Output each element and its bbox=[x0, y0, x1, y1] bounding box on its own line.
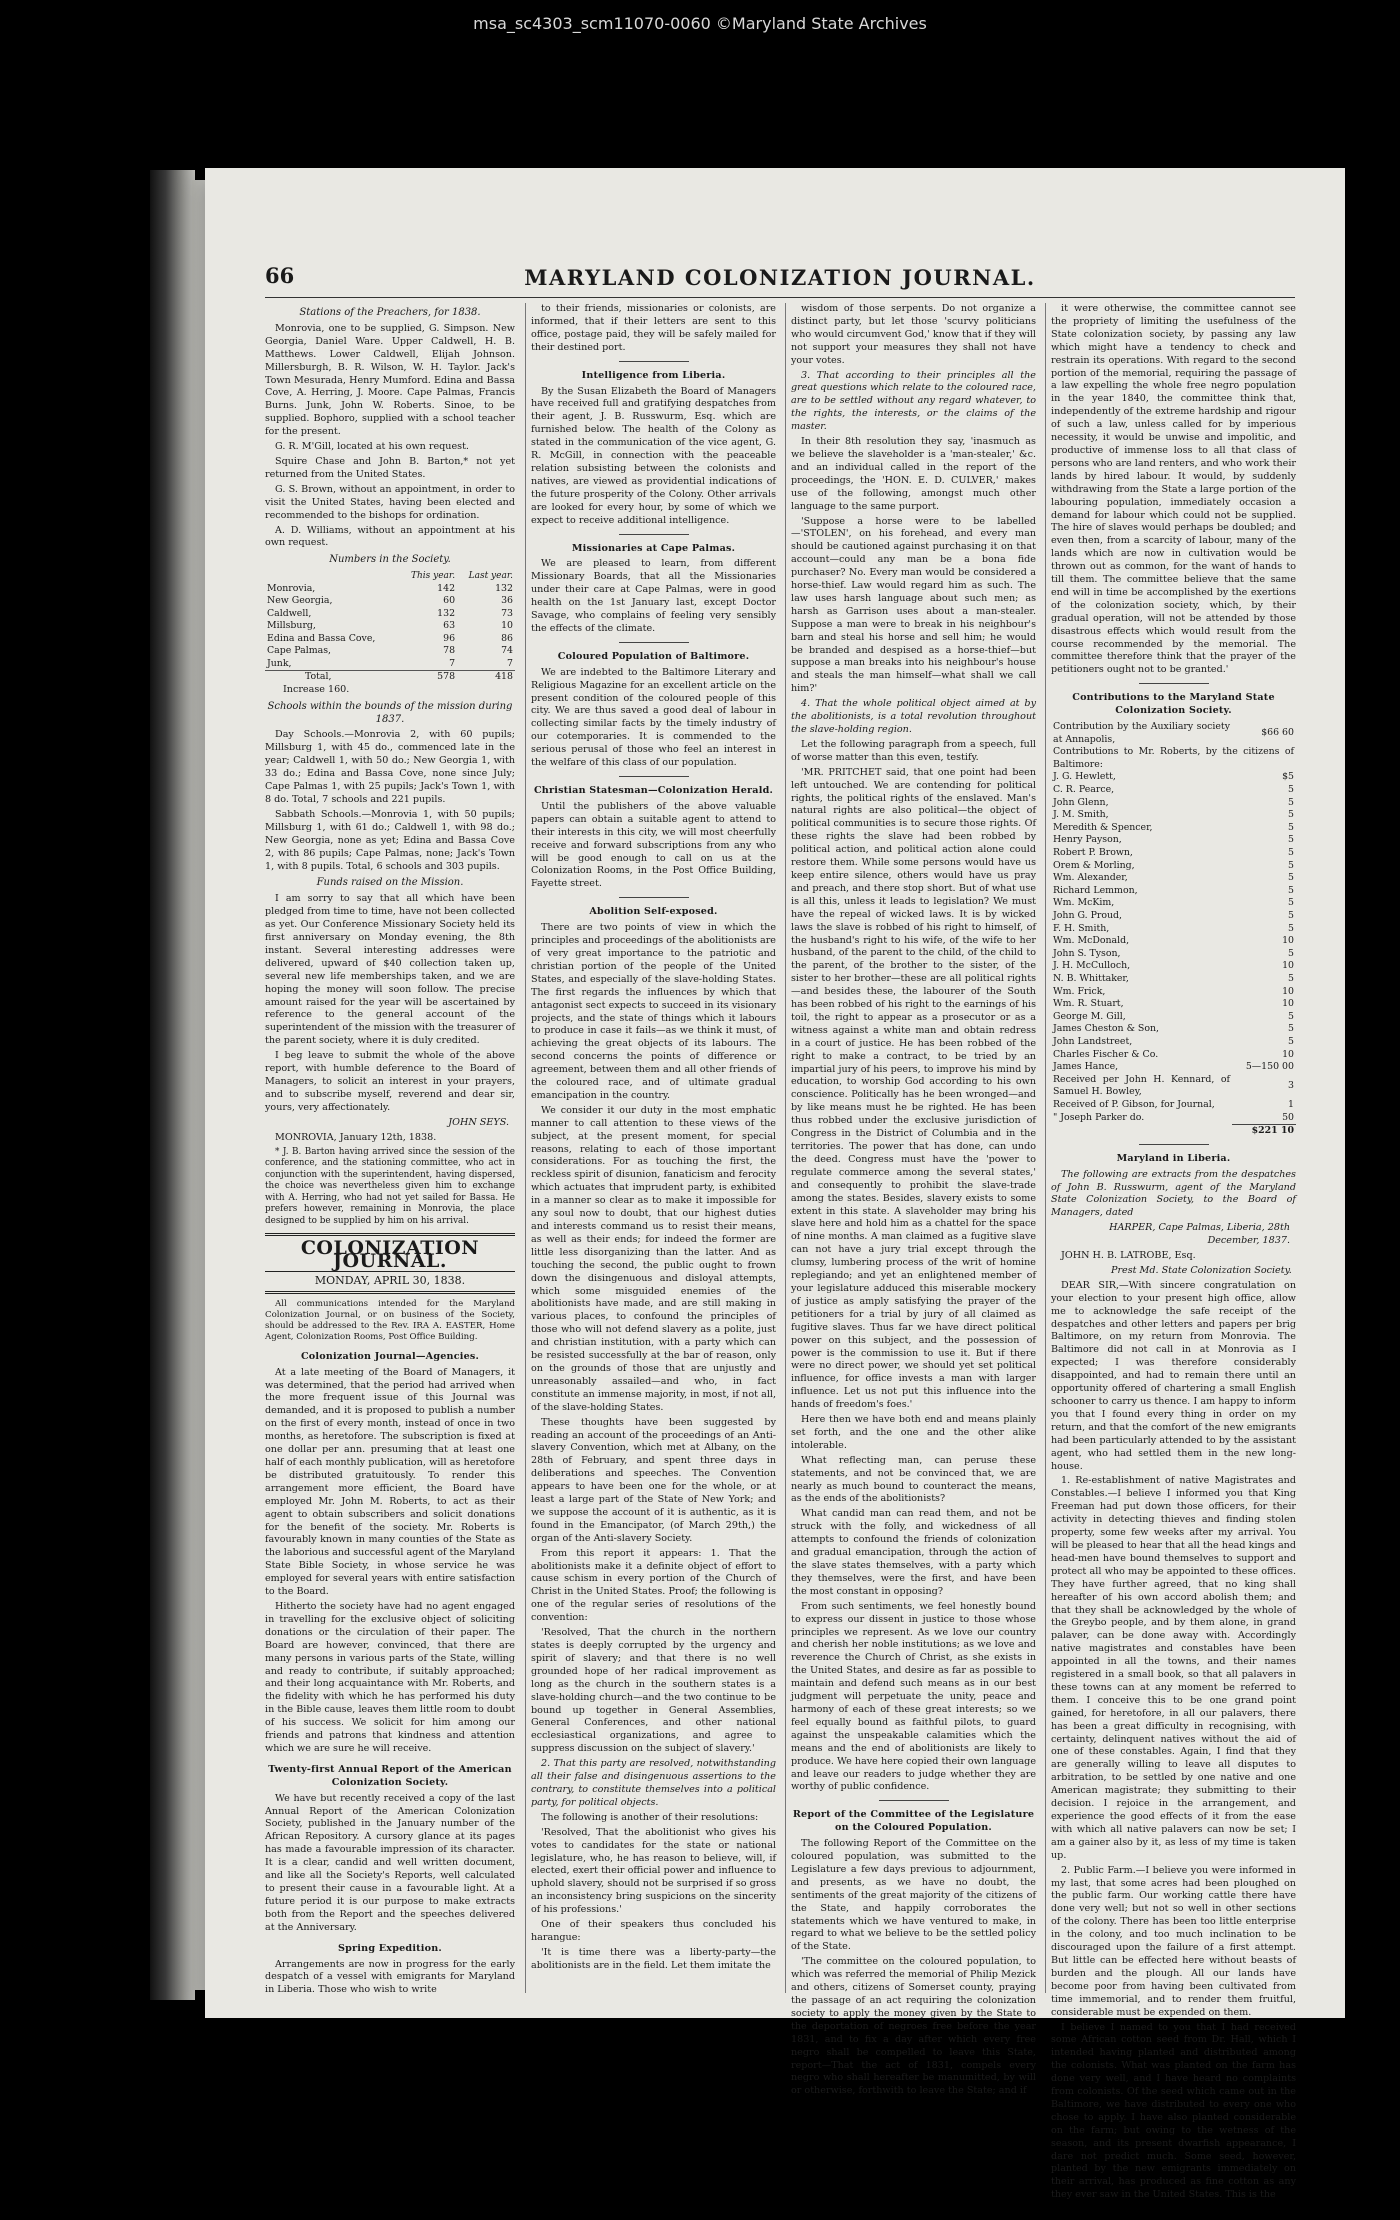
paragraph: I believe I named to you that I had received some African cotton seed from Dr. Hall, which I intended having planted and distributed among the colonists. What was planted on the farm has done very well, and I have heard no complaints from colonists. Of the seed which came out in the Baltimore, we have distributed to every one who chose to apply. I have also planted considerable on the farm; but owing to the wetness of the season, and its present dwarfish appearance, I dare not predict much. Some seed, however, planted by the new emigrants immediately on their arrival, has produced as fine cotton as any they ever saw in the United States. This is the bbox=[1051, 2021, 1296, 2201]
paragraph: wisdom of those serpents. Do not organize a distinct party, but let those 'scurvy politicians who would circumvent God,' know that if they will not support your measures they shall not have your votes. bbox=[791, 303, 1036, 366]
table-cell: Henry Payson, bbox=[1053, 834, 1122, 846]
table-row bbox=[1051, 784, 1296, 797]
table-row bbox=[1051, 834, 1296, 847]
divider bbox=[619, 642, 689, 643]
table-cell: 10 bbox=[1282, 985, 1294, 997]
table-cell: $221 10 bbox=[1232, 1125, 1296, 1138]
table-cell: 5 bbox=[1288, 859, 1294, 871]
paragraph: Until the publishers of the above valuable papers can obtain a suitable agent to attend to their interests in this city, we will most cheerfully receive and forward subscriptions from any who will be good enough to call on us at the Colonization Rooms, in the Post Office Building, Fayette street. bbox=[531, 800, 776, 890]
table-cell: 5 bbox=[1288, 847, 1294, 859]
table-cell: 5 bbox=[1288, 821, 1294, 833]
column-header: Last year. bbox=[468, 571, 513, 582]
table-cell: Wm. R. Stuart, bbox=[1053, 998, 1124, 1010]
table-cell: Richard Lemmon, bbox=[1053, 884, 1138, 896]
legislature-heading: Report of the Committee of the Legislature on the Coloured Population. bbox=[792, 1809, 1035, 1834]
table-cell: 36 bbox=[501, 595, 513, 607]
paragraph: Monrovia, one to be supplied, G. Simpson. New Georgia, Daniel Ware. Upper Caldwell, H. B. Matthews. Lower Caldwell, Elijah Johnson. Millersburgh, B. R. Wilson, W. H. Taylor. Jack's Town Mesurada, Henry Mumford. Edina and Bassa Cove, A. Herring, J. Moore. Cape Palmas, Francis Burns. Junk, John W. Roberts. Sinoe, to be supplied. Bophoro, supplied with a school teacher for the present. bbox=[265, 322, 515, 438]
masthead-title: COLONIZATION JOURNAL. bbox=[265, 1233, 515, 1268]
paragraph: We have but recently received a copy of the last Annual Report of the American Colonization Society, published in the January number of the African Repository. A cursory glance at its pages has made a favourable impression of its character. It is a clear, candid and well written document, and like all the Society's Reports, well calculated to present their cause in a favourable light. At a future period it is our purpose to make extracts both from the Report and the speeches delivered at the Anniversary. bbox=[265, 1792, 515, 1933]
table-row bbox=[1051, 1049, 1296, 1062]
table-row bbox=[1051, 897, 1296, 910]
table-row bbox=[1051, 1061, 1296, 1074]
paragraph: 'Resolved, That the church in the northern states is deeply corrupted by the urgency and spirit of slavery; and that there is no well grounded hope of her radical improvement as long as the church in the southern states is a slave-holding church—and the two continue to be bound up together in General Assemblies, General Conferences, and other national ecclesiastical organizations, and agree to suppress discussion on the subject of slavery.' bbox=[531, 1627, 776, 1755]
table-row bbox=[1051, 910, 1296, 923]
book-spine bbox=[150, 170, 195, 2000]
paragraph: Day Schools.—Monrovia 2, with 60 pupils; Millsburg 1, with 45 do., commenced late in the year; Caldwell 1, with 50 do.; New Georgia 1, with 33 do.; Edina and Bassa Cove, none since July; Cape Palmas 1, with 25 pupils; Jack's Town 1, with 8 do. Total, 7 schools and 221 pupils. bbox=[265, 729, 515, 805]
table-cell: Edina and Bassa Cove, bbox=[267, 632, 376, 644]
increase-line: Increase 160. bbox=[283, 683, 350, 695]
table-cell: 10 bbox=[1282, 935, 1294, 947]
table-cell: J. G. Hewlett, bbox=[1053, 771, 1116, 783]
table-cell: 96 bbox=[443, 632, 456, 644]
table-cell: Meredith & Spencer, bbox=[1053, 821, 1153, 833]
missionaries-heading: Missionaries at Cape Palmas. bbox=[571, 542, 736, 554]
paragraph: 'MR. PRITCHET said, that one point had been left untouched. We are contending for political rights, the political rights of the enslaved. Man's natural rights are also political—the object of political communities is to secure those rights. Of these rights the slave had been robbed by political action, and political action alone could restore them. While some persons would have us keep entire silence, others would have us pray and preach, and there stop short. But of what use is all this, unless it leads to legislation? We must have the repeal of wicked laws. It is by wicked laws the slave is robbed of his right to himself, of the husband's right to his wife, of the wife to her husband, of the parent to the child, of the child to the parent, of the brother to the sister, of the sister to her brother—these are all political rights—and besides these, the labourer of the South has been robbed of his right to the earnings of his toil, the right to appear as a prosecutor or as a witness against a white man and obtain redress in a court of justice. He has been robbed of the right to make a contract, to be tried by an impartial jury of his peers, to improve his mind by education, to worship God according to his own conscience. Politically has he been wronged—and by like means must he be righted. He has been thus robbed under the exclusive jurisdiction of Congress in the District of Columbia and in the territories. The power that has done, can undo the deed. Congress must have the 'power to regulate commerce among the several states,' and consequently to prohibit the slave-trade among the states. Besides, slavery exists to some extent in this state. A slaveholder may bring his slave here and hold him as a chattel for the space of nine months. A man claimed as a fugitive slave can not have a jury trial except through the clumsy, lumbering process of the writ of homine replegiando; and yet an enlightened member of your legislature adduced this miserable mockery of justice as amply satisfying the prayer of the petitioners for a trial by jury of all claimed as fugitive slaves. Thus far we have direct political power on this subject, and the possession of power is the commission to use it. But if there were no direct power, we should yet set political influence, for office invests a man with larger influence. Let us not put this influence into the hands of freedom's foes.' bbox=[791, 766, 1036, 1411]
schools-heading: Schools within the bounds of the mission during 1837. bbox=[267, 700, 513, 725]
intel-heading: Intelligence from Liberia. bbox=[581, 369, 726, 381]
table-cell: N. B. Whittaker, bbox=[1053, 972, 1129, 984]
table-total-row bbox=[1051, 1125, 1296, 1138]
table-cell: George M. Gill, bbox=[1053, 1010, 1126, 1022]
table-cell: 74 bbox=[501, 645, 513, 657]
paragraph: What reflecting man, can peruse these statements, and not be convinced that, we are nearly as much bound to counteract the means, as the ends of the abolitionists? bbox=[791, 1454, 1036, 1505]
table-cell: 5 bbox=[1288, 1023, 1294, 1035]
table-row bbox=[265, 645, 515, 658]
paragraph: 2. That this party are resolved, notwithstanding all their false and disingenuous assertions to the contrary, to constitute themselves into a political party, for political objects. bbox=[531, 1758, 776, 1808]
table-row bbox=[1051, 1036, 1296, 1049]
herald-heading: Christian Statesman—Colonization Herald. bbox=[533, 785, 774, 796]
paragraph: G. R. M'Gill, located at his own request. bbox=[275, 441, 469, 453]
table-cell: New Georgia, bbox=[267, 595, 333, 607]
table-cell: Wm. Frick, bbox=[1053, 985, 1106, 997]
paragraph: to their friends, missionaries or colonists, are informed, that if their letters are sent to this office, postage paid, they will be safely mailed for their destined port. bbox=[531, 303, 776, 353]
paragraph: 2. Public Farm.—I believe you were informed in my last, that some acres had been ploughed on the public farm. Our working cattle there have done very well; but not so well in other sections of the colony. There has been too little enterprise in the colony, and too much inclination to be discouraged upon the failure of a first attempt. But little can be effected here without beasts of burden and the plough. All our lands have become poor from having been cultivated from time immemorial, and to render them fruitful, considerable must be expended on them. bbox=[1051, 1864, 1296, 2018]
table-cell: Millsburg, bbox=[267, 620, 316, 632]
table-row bbox=[1051, 1112, 1296, 1125]
table-cell: 10 bbox=[1282, 1048, 1294, 1060]
letter-dateline: HARPER, Cape Palmas, Liberia, 28th December, 1837. bbox=[1109, 1222, 1290, 1247]
report-heading: Twenty-first Annual Report of the American Colonization Society. bbox=[268, 1763, 512, 1788]
table-cell: 5 bbox=[1288, 884, 1294, 896]
table-cell: 86 bbox=[501, 632, 513, 644]
table-cell: " Joseph Parker do. bbox=[1053, 1111, 1145, 1123]
table-cell: Contribution by the Auxiliary society at Annapolis, bbox=[1053, 721, 1230, 745]
numbers-heading: Numbers in the Society. bbox=[329, 554, 451, 566]
paragraph: 'It is time there was a liberty-party—the abolitionists are in the field. Let them imitate the bbox=[531, 1946, 776, 1971]
table-row bbox=[1051, 860, 1296, 873]
table-cell: 5 bbox=[1288, 809, 1294, 821]
paragraph: 'The committee on the coloured population, to which was referred the memorial of Philip Mezick and others, citizens of Somerset county, praying the passage of an act requiring the colonization society to apply the money given by the State to the deportation of negroes free before the year 1831, and to fix a day after which every free negro shall be compelled to leave this State, report—That the act of 1831, compels every negro who shall hereafter be manumitted, by will or otherwise, forthwith to leave the State; and if bbox=[791, 1956, 1036, 2097]
letter-addressee-title: Prest Md. State Colonization Society. bbox=[1111, 1264, 1292, 1276]
page-header bbox=[265, 263, 1295, 298]
abolition-heading: Abolition Self-exposed. bbox=[589, 906, 718, 918]
contributions-table bbox=[1051, 721, 1296, 1138]
table-row bbox=[1051, 1099, 1296, 1112]
table-row bbox=[265, 658, 515, 671]
paragraph: 1. Re-establishment of native Magistrates and Constables.—I believe I informed you that King Freeman had put down those officers, for their activity in detecting thieves and finding stolen property, some few weeks after my arrival. You will be pleased to hear that all the head kings and head-men have bound themselves to support and protect all who may be appointed to these offices. They have further agreed, that no king shall hereafter of his own accord abolish them; and that they shall be acknowledged by the whole of the Greybo people, and by them alone, in grand palaver, can be done away with. Accordingly native magistrates and constables have been appointed in all the towns, and their names registered in a small book, so that all palavers in these towns can at any moment be referred to them. I conceive this to be one grand point gained, for heretofore, in all our palavers, there has been a great difficulty in recognising, with certainty, delinquent natives without the aid of one of these constables. Again, I find that they are generally willing to leave all disputes to arbitration, to be settled by one native and one American magistrate; they submitting to their decision. I rejoice in the arrangement, and experience the good effects of it from the ease with which all native palavers can now be set; I am a gainer also by it, as less of my time is taken up. bbox=[1051, 1475, 1296, 1861]
newspaper-page bbox=[205, 168, 1345, 2201]
divider bbox=[1139, 1144, 1209, 1145]
column-header: This year. bbox=[410, 571, 456, 582]
table-cell: 5 bbox=[1288, 947, 1294, 959]
paragraph: We are indebted to the Baltimore Literary and Religious Magazine for an excellent article on the present condition of the coloured people of this city. We are thus saved a good deal of labour in collecting similar facts by the timely industry of our cotemporaries. It is commended to the serious perusal of those who feel an interest in the welfare of this class of our population. bbox=[531, 666, 776, 769]
page-content bbox=[265, 263, 1296, 2201]
divider bbox=[619, 361, 689, 362]
table-cell: 5 bbox=[1288, 922, 1294, 934]
table-row bbox=[1051, 998, 1296, 1011]
table-row bbox=[265, 583, 515, 596]
paragraph: DEAR SIR,—With sincere congratulation on your election to your present high office, allow me to acknowledge the safe receipt of the despatches and other letters and papers per brig Baltimore, on my return from Monrovia. The Baltimore did not call in at Monrovia as I expected; I was therefore considerably disappointed, and had to remain there until an opportunity offered of chartering a small English schooner to carry us thence. I am happy to inform you that I found every thing in order on my return, and that the comfort of the new emigrants had been particularly attended to by the assistant agent, who had settled them in the new long-house. bbox=[1051, 1279, 1296, 1472]
table-cell: Caldwell, bbox=[267, 607, 312, 619]
agencies-heading: Colonization Journal—Agencies. bbox=[300, 1350, 480, 1362]
divider bbox=[879, 1800, 949, 1801]
table-cell: Robert P. Brown, bbox=[1053, 847, 1133, 859]
table-cell: 1 bbox=[1288, 1098, 1294, 1110]
table-cell: $66 60 bbox=[1261, 727, 1294, 739]
table-row bbox=[1051, 1074, 1296, 1099]
table-row bbox=[1051, 872, 1296, 885]
journal-title: MARYLAND COLONIZATION JOURNAL. bbox=[524, 265, 1036, 290]
table-cell: F. H. Smith, bbox=[1053, 922, 1110, 934]
table-cell: 5—150 00 bbox=[1245, 1061, 1294, 1073]
signature: JOHN SEYS. bbox=[448, 1116, 509, 1128]
table-cell: James Hance, bbox=[1053, 1061, 1119, 1073]
table-cell: 78 bbox=[443, 645, 456, 657]
table-cell: 5 bbox=[1288, 910, 1294, 921]
table-cell: 63 bbox=[443, 620, 456, 632]
paragraph: From this report it appears: 1. That the abolitionists make it a definite object of effort to cause schism in every portion of the Church of Christ in the United States. Proof; the following is one of the regular series of resolutions of the convention: bbox=[531, 1547, 776, 1624]
table-row bbox=[1051, 771, 1296, 784]
stations-heading: Stations of the Preachers, for 1838. bbox=[299, 307, 481, 318]
paragraph: We consider it our duty in the most emphatic manner to call attention to these views of the subject, at the present moment, for special reasons, relating to each of those important considerations. For as touching the first, the reckless spirit of disunion, fanaticism and ferocity which actuates that imprudent party, is exhibited in a manner so clear as to make it impossible for any soul now to doubt, that our highest duties and interests command us to resist their means, as well as their ends; for indeed the former are little less disorganizing than the latter. And as touching the second, the public ought to frown down the disingenuous and disloyal attempts, which some misguided enemies of the abolitionists have made, and are still making in various places, to confound the principles of those who will not defend slavery as a polite, just and christian institution, with a party which can be resisted successfully at the bar of reason, only on the grounds of those that are unjustly and unreasonably assailed—and who, in fact constitute an immense majority, in most, if not all, of the slave-holding States. bbox=[531, 1104, 776, 1413]
page-number: 66 bbox=[265, 263, 295, 288]
column-3 bbox=[785, 303, 1036, 2097]
table-cell: 418 bbox=[495, 671, 513, 683]
table-cell: 578 bbox=[437, 671, 456, 683]
table-row bbox=[1051, 822, 1296, 835]
table-row bbox=[265, 595, 515, 608]
masthead-dateline: MONDAY, APRIL 30, 1838. bbox=[265, 1271, 515, 1294]
table-row bbox=[1051, 948, 1296, 961]
table-cell: Contributions to Mr. Roberts, by the citizens of Baltimore: bbox=[1053, 746, 1294, 770]
table-row bbox=[1051, 1011, 1296, 1024]
table-cell: Wm. McDonald, bbox=[1053, 935, 1130, 947]
paragraph: From such sentiments, we feel honestly bound to express our dissent in justice to those whose principles we represent. As we love our country and cherish her noble institutions; as we love and reverence the Church of Christ, as she exists in the United States, and desire as far as possible to maintain and defend such means as in our best judgment will perpetuate the unity, peace and harmony of each of these great interests; so we feel equally bound as faithful pilots, to guard against the unspeakable calamities which the means and the end of abolitionists are likely to produce. We have here copied their own language and leave our readers to judge whether they are worthy of public confidence. bbox=[791, 1600, 1036, 1793]
paragraph: it were otherwise, the committee cannot see the propriety of limiting the usefulness of the State colonization society, by passing any law which might have a tendency to check and restrain its operations. With regard to the second portion of the memorial, requiring the passage of a law expelling the whole free negro population in the year 1840, the committee think that, independently of the extreme hardship and rigour of such a law, unless called for by imperious necessity, it would be unwise and impolitic, and productive of immense loss to all that class of persons who are land renters, and who work their lands by hired labour. It would, by suddenly withdrawing from the State a large portion of the labouring population, immediately occasion a demand for labour which could not be supplied. The hire of slaves would perhaps be doubled; and even then, from a scarcity of labour, many of the lands which are now in cultivation would be thrown out as common, for the want of hands to till them. The committee believe that the same end will in time be accomplished by the exertions of the colonization society, which, by their gradual operation, will not be attended by those disastrous effects which would result from the course recommended by the memorial. The committee therefore think that the prayer of the petitioners ought not to be granted.' bbox=[1051, 303, 1296, 676]
table-row bbox=[1051, 721, 1296, 746]
liberia-heading: Maryland in Liberia. bbox=[1116, 1152, 1231, 1164]
paragraph: We are pleased to learn, from different Missionary Boards, that all the Missionaries under their care at Cape Palmas, were in good health on the 1st January last, except Doctor Savage, who complains of feeling very sensibly the effects of the climate. bbox=[531, 558, 776, 634]
paragraph: 'Resolved, That the abolitionist who gives his votes to candidates for the state or national legislature, who, he has reason to believe, will, if elected, exert their official power and influence to uphold slavery, should not be surprised if so gross an inconsistency bring suspicions on the sincerity of his professions.' bbox=[531, 1826, 776, 1916]
paragraph: Here then we have both end and means plainly set forth, and the one and the other alike intolerable. bbox=[791, 1414, 1036, 1451]
archive-watermark: msa_sc4303_scm11070-0060 ©Maryland State Archives bbox=[473, 14, 927, 33]
table-cell: 5 bbox=[1288, 1035, 1294, 1047]
table-row bbox=[1051, 973, 1296, 986]
table-row bbox=[1051, 986, 1296, 999]
paragraph: 4. That the whole political object aimed at by the abolitionists, is a total revolution throughout the slave-holding region. bbox=[791, 698, 1036, 735]
table-cell: 3 bbox=[1288, 1080, 1294, 1092]
table-cell: 10 bbox=[501, 620, 513, 632]
notice: All communications intended for the Maryland Colonization Journal, or on business of the Society, should be addressed to the Rev. IRA A. EASTER, Home Agent, Colonization Rooms, Post Office Building. bbox=[265, 1298, 515, 1342]
table-row bbox=[1051, 885, 1296, 898]
paragraph: In their 8th resolution they say, 'inasmuch as we believe the slaveholder is a 'man-stealer,' &c. and an individual called in the report of the proceedings, the 'HON. E. D. CULVER,' makes use of the following, amongst much other language to the same purport. bbox=[791, 436, 1036, 512]
table-cell: James Cheston & Son, bbox=[1053, 1023, 1159, 1035]
paragraph: Squire Chase and John B. Barton,* not yet returned from the United States. bbox=[265, 455, 515, 480]
paragraph: At a late meeting of the Board of Managers, it was determined, that the period had arrived when the more frequent issue of this Journal was demanded, and it is proposed to publish a number on the first of every month, instead of once in two months, as heretofore. The subscription is fixed at one dollar per ann. presuming that at least one half of each monthly publication, will as heretofore be distributed gratuitously. To render this arrangement more efficient, the Board have employed Mr. John M. Roberts, to act as their agent to obtain subscribers and solicit donations for the benefit of the society. Mr. Roberts is favourably known in many counties of the State as the laborious and successful agent of the Maryland State Bible Society, in whose service he was employed for several years with entire satisfaction to the Board. bbox=[265, 1366, 515, 1598]
footnote: * J. B. Barton having arrived since the session of the conference, and the stationing committee, who act in conjunction with the superintendent, having dispersed, the choice was nevertheless given him to exchange with A. Herring, who had not yet sailed for Bassa. He prefers however, remaining in Monrovia, the place designed to be supplied by him on his arrival. bbox=[265, 1146, 515, 1226]
paragraph: G. S. Brown, without an appointment, in order to visit the United States, having been elected and recommended to the bishops for ordination. bbox=[265, 483, 515, 521]
table-cell: John G. Proud, bbox=[1053, 910, 1123, 921]
divider bbox=[619, 897, 689, 898]
table-cell: 10 bbox=[1282, 998, 1294, 1010]
paragraph: A. D. Williams, without an appointment at his own request. bbox=[265, 524, 515, 549]
column-4 bbox=[1045, 303, 1296, 2201]
table-cell: Wm. McKim, bbox=[1053, 897, 1115, 909]
table-cell: 132 bbox=[495, 582, 513, 594]
table-cell: Received per John H. Kennard, of Samuel H. Bowley, bbox=[1053, 1073, 1230, 1098]
column-1 bbox=[265, 303, 515, 1996]
table-cell: John S. Tyson, bbox=[1053, 947, 1121, 959]
book-page-edge bbox=[192, 180, 206, 1990]
table-cell: 5 bbox=[1288, 796, 1294, 808]
paragraph: I beg leave to submit the whole of the above report, with humble deference to the Board of Managers, to solicit an interest in your prayers, and to subscribe myself, reverend and dear sir, yours, very affectionately. bbox=[265, 1050, 515, 1113]
paragraph: The following Report of the Committee on the coloured population, was submitted to the Legislature a few days previous to adjournment, and presents, as we have no doubt, the sentiments of the great majority of the citizens of the State, and happily corroborates the statements which we have ventured to make, in regard to what we believe to be the settled policy of the State. bbox=[791, 1838, 1036, 1953]
table-cell: 5 bbox=[1288, 1010, 1294, 1022]
table-cell: 7 bbox=[507, 657, 513, 669]
paragraph: 3. That according to their principles all the great questions which relate to the coloured race, are to be settled without any regard whatever, to the rights, the interests, or the claims of the master. bbox=[791, 369, 1036, 433]
spring-heading: Spring Expedition. bbox=[338, 1942, 442, 1954]
paragraph: These thoughts have been suggested by reading an account of the proceedings of an Anti-slavery Convention, which met at Albany, on the 28th of February, and spent three days in deliberations and speeches. The Convention appears to have been one for the whole, or at least a large part of the State of New York; and we suppose the account of it is authentic, as it is found in the Emancipator, (of March 29th,) the organ of the Anti-slavery Society. bbox=[531, 1416, 776, 1544]
table-cell: Junk, bbox=[267, 657, 292, 669]
table-cell: Total, bbox=[305, 671, 332, 683]
table-header-row bbox=[265, 570, 515, 583]
paragraph: One of their speakers thus concluded his harangue: bbox=[531, 1919, 776, 1943]
table-cell: Charles Fischer & Co. bbox=[1053, 1048, 1159, 1060]
table-cell: J. M. Smith, bbox=[1053, 809, 1109, 821]
table-cell: 50 bbox=[1282, 1111, 1294, 1123]
table-cell: 5 bbox=[1288, 784, 1294, 796]
table-cell: C. R. Pearce, bbox=[1053, 784, 1115, 796]
table-cell: Monrovia, bbox=[267, 582, 316, 594]
table-cell: J. H. McCulloch, bbox=[1053, 960, 1131, 972]
paragraph: The following are extracts from the despatches of John B. Russwurm, agent of the Maryland State Colonization Society, to the Board of Managers, dated bbox=[1051, 1168, 1296, 1219]
table-cell: Cape Palmas, bbox=[267, 645, 332, 657]
table-cell: John Landstreet, bbox=[1053, 1035, 1133, 1047]
table-cell: 142 bbox=[437, 582, 456, 594]
table-row bbox=[1051, 847, 1296, 860]
table-row bbox=[265, 633, 515, 646]
paragraph: There are two points of view in which the principles and proceedings of the abolitionists are of very great importance to the patriotic and christian portion of the people of the United States, and especially of the slave-holding States. The first regards the influences by which that antagonist sect expects to succeed in its visionary projects, and the state of things which it labours to produce in case it fails—as we think it must, of achieving the great objects of its labours. The second concerns the points of difference or agreement, between them and all other friends of the coloured race, and of ultimate gradual emancipation in the country. bbox=[531, 922, 776, 1101]
paragraph: Arrangements are now in progress for the early despatch of a vessel with emigrants for Maryland in Liberia. Those who wish to write bbox=[265, 1958, 515, 1996]
table-row bbox=[1051, 960, 1296, 973]
table-row bbox=[1051, 935, 1296, 948]
paragraph: By the Susan Elizabeth the Board of Managers have received full and gratifying despatches from their agent, J. B. Russwurm, Esq. which are furnished below. The health of the Colony as stated in the communication of the vice agent, G. R. McGill, in connection with the peaceable relation subsisting between the colonists and natives, are viewed as providential indications of the future prosperity of the Colony. Other arrivals are looked for every hour, by some of which we expect to receive additional intelligence. bbox=[531, 385, 776, 526]
table-cell: Orem & Morling, bbox=[1053, 859, 1135, 871]
paragraph: Hitherto the society have had no agent engaged in travelling for the exclusive object of soliciting donations or the circulation of their paper. The Board are however, convinced, that there are many persons in various parts of the State, willing and ready to contribute, if suitably approached; and their long acquaintance with Mr. Roberts, and the fidelity with which he has performed his duty in the Bible cause, leaves them little room to doubt of his success. We solicit for him among our friends and patrons that kindness and attention which we are sure he will receive. bbox=[265, 1600, 515, 1754]
table-cell: Received of P. Gibson, for Journal, bbox=[1053, 1098, 1215, 1110]
table-row bbox=[1051, 809, 1296, 822]
table-row bbox=[1051, 797, 1296, 810]
paragraph: I am sorry to say that all which have been pledged from time to time, have not been collected as yet. Our Conference Missionary Society held its first anniversary on Monday evening, the 8th instant. Several interesting addresses were delivered, upward of $40 collection taken up, several new life memberships taken, and we are hoping the money will soon follow. The precise amount raised for the year will be ascertained by reference to the general account of the superintendent of the mission with the treasurer of the parent society, where it is duly credited. bbox=[265, 893, 515, 1047]
table-row bbox=[265, 620, 515, 633]
divider bbox=[1139, 683, 1209, 684]
letter-addressee: JOHN H. B. LATROBE, Esq. bbox=[1061, 1250, 1196, 1262]
table-cell: 5 bbox=[1288, 972, 1294, 984]
table-cell: 5 bbox=[1288, 834, 1294, 846]
table-cell: 5 bbox=[1288, 872, 1294, 884]
divider bbox=[619, 534, 689, 535]
divider bbox=[619, 776, 689, 777]
table-row bbox=[1051, 923, 1296, 936]
table-cell: 73 bbox=[501, 607, 513, 619]
table-cell: 5 bbox=[1288, 897, 1294, 909]
table-row bbox=[1051, 746, 1296, 771]
paragraph: Let the following paragraph from a speech, full of worse matter than this even, testify. bbox=[791, 738, 1036, 763]
paragraph: What candid man can read them, and not be struck with the folly, and wickedness of all attempts to confound the friends of colonization and gradual emancipation, through the action of the slave states themselves, with a party which they themselves, were the first, and have been the most constant in opposing? bbox=[791, 1508, 1036, 1597]
table-cell: 132 bbox=[437, 607, 456, 619]
table-cell: John Glenn, bbox=[1053, 796, 1109, 808]
table-row bbox=[265, 608, 515, 621]
table-total-row bbox=[265, 671, 515, 684]
table-cell: Wm. Alexander, bbox=[1053, 872, 1128, 884]
paragraph: 'Suppose a horse were to be labelled—'STOLEN', on his forehead, and every man should be cautioned against purchasing it on that account—could any man be a bona fide purchaser? No. Every man would be considered a horse-thief. Law would regard him as such. The law uses harsh language about such men; as harsh as Garrison uses about a man-stealer. Suppose a man were to break in his neighbour's barn and steal his horse and sell him; he would be branded and despised as a horse-thief—but suppose a man breaks into his neighbour's house and steals the man himself—what shall we call him?' bbox=[791, 515, 1036, 695]
paragraph: Sabbath Schools.—Monrovia 1, with 50 pupils; Millsburg 1, with 61 do.; Caldwell 1, with 98 do.; New Georgia, none as yet; Edina and Bassa Cove 2, with 86 pupils; Cape Palmas, none; Jack's Town 1, with 8 pupils. Total, 6 schools and 303 pupils. bbox=[265, 808, 515, 872]
table-cell: 60 bbox=[443, 595, 456, 607]
paragraph: The following is another of their resolutions: bbox=[541, 1811, 759, 1823]
table-cell: $5 bbox=[1282, 771, 1294, 783]
table-cell: 7 bbox=[449, 657, 456, 669]
table-row bbox=[1051, 1023, 1296, 1036]
funds-heading: Funds raised on the Mission. bbox=[316, 877, 464, 889]
coloured-heading: Coloured Population of Baltimore. bbox=[557, 650, 750, 662]
table-cell: 10 bbox=[1282, 960, 1294, 972]
numbers-table bbox=[265, 570, 515, 684]
column-2 bbox=[525, 303, 776, 1993]
dateline-text: MONROVIA, January 12th, 1838. bbox=[275, 1131, 437, 1143]
contributions-heading: Contributions to the Maryland State Colonization Society. bbox=[1072, 692, 1275, 717]
